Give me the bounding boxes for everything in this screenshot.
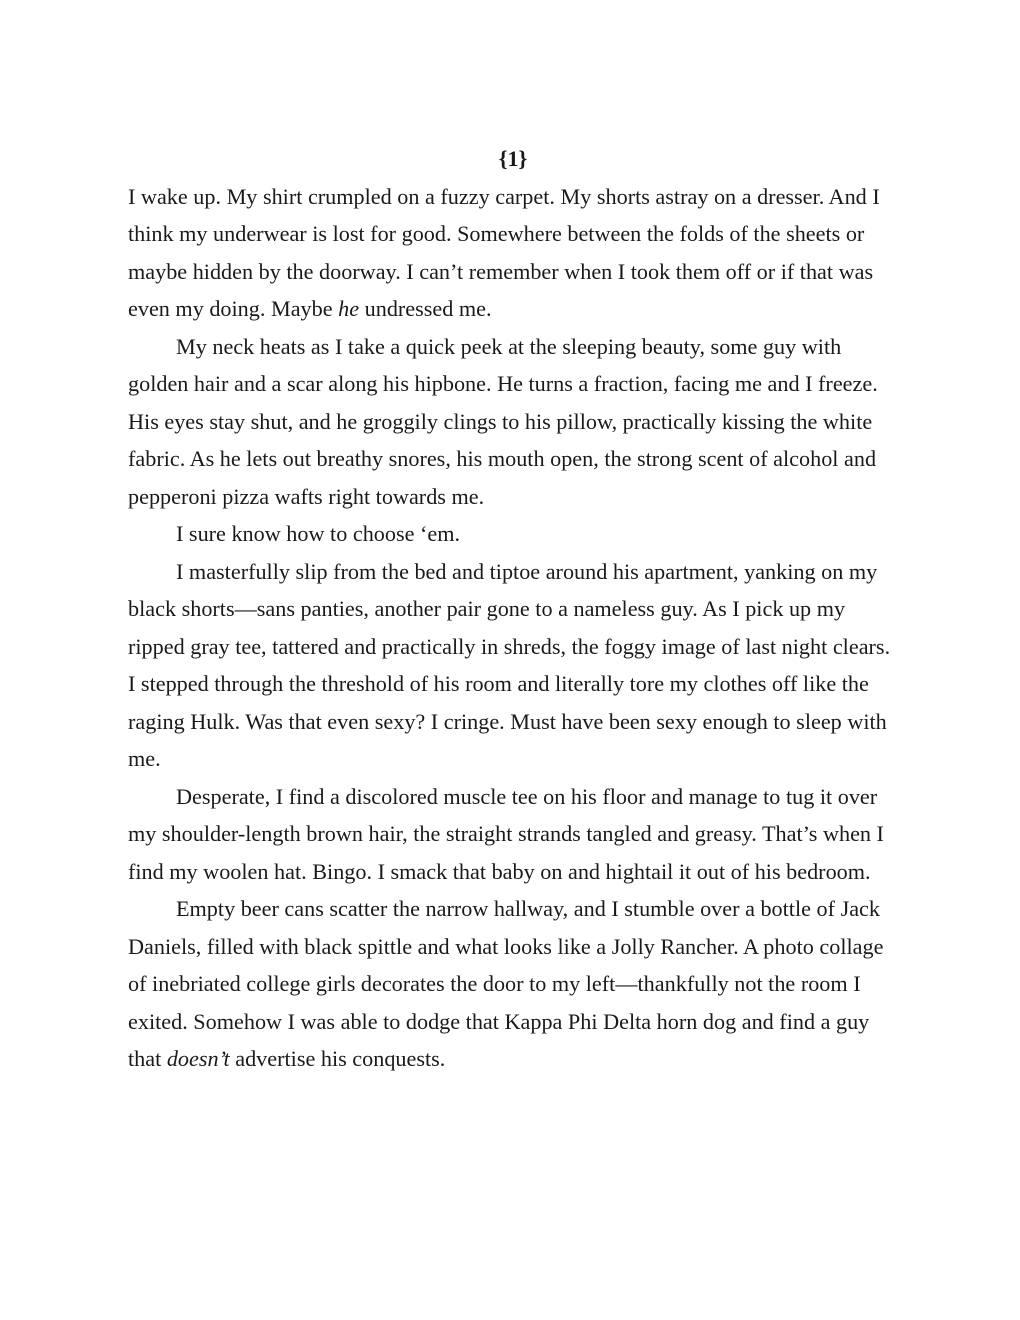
- paragraph: [128, 778, 892, 891]
- paragraph: [128, 890, 892, 1078]
- text-run: Empty beer cans scatter the narrow hallway, and I stumble over a bottle of Jack Daniels, filled with black spittle and what looks like a Jolly Rancher. A photo collage of inebriated college girls decorates the door to my left—thankfully not the room I exited. Somehow I was able to dodge that Kappa Phi Delta horn dog and find a guy that: [128, 896, 884, 1071]
- text-run: undressed me.: [359, 296, 492, 321]
- paragraph: [128, 178, 892, 328]
- italic-text-run: he: [338, 296, 360, 321]
- chapter-heading: {1}: [498, 146, 528, 171]
- paragraph: [128, 553, 892, 778]
- paragraph: [128, 515, 892, 553]
- text-run: Desperate, I find a discolored muscle tee on his floor and manage to tug it over my shoulder-length brown hair, the straight strands tangled and greasy. That’s when I find my woolen hat. Bingo. I smack that baby on and hightail it out of his bedroom.: [128, 783, 884, 884]
- text-run: I masterfully slip from the bed and tiptoe around his apartment, yanking on my black shorts—sans panties, another pair gone to a nameless guy. As I pick up my ripped gray tee, tattered and practically in shreds, the foggy image of last night clears. I stepped through the threshold of his room and literally tore my clothes off like the raging Hulk. Was that even sexy? I cringe. Must have been sexy enough to sleep with me.: [128, 558, 891, 771]
- text-run: I wake up. My shirt crumpled on a fuzzy carpet. My shorts astray on a dresser. And I think my underwear is lost for good. Somewhere between the folds of the sheets or maybe hidden by the doorway. I can’t remember when I took them off or if that was even my doing. Maybe: [128, 183, 880, 321]
- document-page: [128, 140, 892, 1078]
- text-run: My neck heats as I take a quick peek at the sleeping beauty, some guy with golden hair and a scar along his hipbone. He turns a fraction, facing me and I freeze. His eyes stay shut, and he groggily clings to his pillow, practically kissing the white fabric. As he lets out breathy snores, his mouth open, the strong scent of alcohol and pepperoni pizza wafts right towards me.: [128, 333, 878, 509]
- italic-text-run: doesn’t: [166, 1046, 230, 1071]
- text-run: advertise his conquests.: [229, 1046, 446, 1071]
- text-run: I sure know how to choose ‘em.: [176, 521, 461, 546]
- paragraph: [128, 328, 892, 516]
